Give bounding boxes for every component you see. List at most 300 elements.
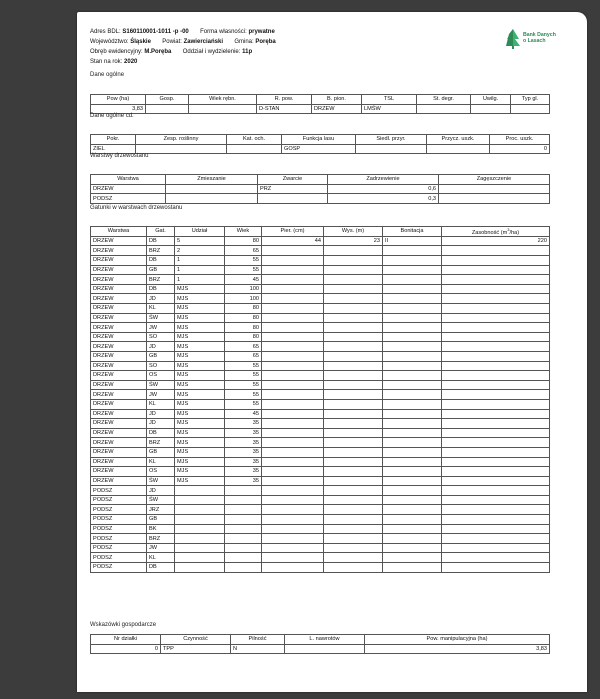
bank-danych-o-lasach-logo[interactable] — [504, 28, 566, 52]
table-row — [91, 313, 550, 323]
table-cell: MJS — [175, 313, 225, 323]
table-cell — [324, 323, 383, 333]
table-cell: SO — [147, 332, 175, 342]
table-cell: PODSZ — [91, 515, 147, 525]
table-cell — [324, 438, 383, 448]
table-cell: 80 — [225, 236, 262, 246]
table-cell — [175, 486, 225, 496]
table-cell — [262, 323, 324, 333]
table-cell — [225, 563, 262, 573]
precinct-value: M.Poręba — [144, 49, 172, 55]
table-cell — [442, 313, 550, 323]
table-cell — [383, 361, 442, 371]
table-cell — [262, 515, 324, 525]
header-cell: Pier. (cm) — [262, 227, 324, 237]
table-cell — [324, 390, 383, 400]
table-cell: 1 — [175, 256, 225, 266]
header-cell: TSL — [362, 95, 417, 105]
table-cell — [442, 447, 550, 457]
table-header-row — [91, 635, 550, 645]
table-cell: TPP — [161, 644, 231, 654]
year-label: Stan na rok: — [90, 59, 123, 65]
table-cell — [442, 428, 550, 438]
table-cell — [324, 284, 383, 294]
table-cell — [324, 294, 383, 304]
table-cell — [262, 438, 324, 448]
table-cell: PRZ — [258, 184, 328, 194]
table-cell: DRZEW — [91, 236, 147, 246]
table-cell: DRZEW — [91, 447, 147, 457]
table-cell: JD — [147, 294, 175, 304]
table-cell — [442, 563, 550, 573]
table-cell: 100 — [225, 284, 262, 294]
table-cell — [442, 351, 550, 361]
table-cell: 220 — [442, 236, 550, 246]
table-row — [91, 534, 550, 544]
general-data-cont-table — [90, 134, 550, 154]
table-cell: DRZEW — [91, 409, 147, 419]
table-cell: BRZ — [147, 275, 175, 285]
table-cell — [324, 553, 383, 563]
table-cell: D-STAN — [257, 104, 312, 114]
table-cell: 65 — [225, 342, 262, 352]
table-cell — [262, 342, 324, 352]
table-cell — [324, 246, 383, 256]
table-row — [91, 644, 550, 654]
table-cell — [324, 467, 383, 477]
table-cell — [442, 495, 550, 505]
table-cell: MJS — [175, 380, 225, 390]
table-cell — [262, 409, 324, 419]
table-cell — [324, 457, 383, 467]
table-row — [91, 294, 550, 304]
table-cell — [383, 342, 442, 352]
table-cell: SO — [147, 361, 175, 371]
table-cell: JW — [147, 323, 175, 333]
table-cell — [383, 304, 442, 314]
table-cell — [383, 563, 442, 573]
table-cell — [324, 409, 383, 419]
table-cell — [383, 256, 442, 266]
management-title: Wskazówki gospodarcze — [90, 622, 157, 628]
table-cell — [383, 390, 442, 400]
table-cell: DRZEW — [91, 390, 147, 400]
table-cell — [442, 390, 550, 400]
table-cell: LMŚW — [362, 104, 417, 114]
table-cell: DRZEW — [91, 342, 147, 352]
table-cell: 80 — [225, 323, 262, 333]
table-cell: 45 — [225, 275, 262, 285]
table-cell: 3,83 — [91, 104, 146, 114]
species-table-body — [91, 236, 550, 572]
table-cell: MJS — [175, 361, 225, 371]
table-cell: JD — [147, 486, 175, 496]
table-cell: DRZEW — [91, 467, 147, 477]
table-cell — [225, 534, 262, 544]
table-cell: DB — [147, 256, 175, 266]
table-row — [91, 553, 550, 563]
table-cell: II — [383, 236, 442, 246]
table-row — [91, 390, 550, 400]
header-cell: Uwilg. — [471, 95, 511, 105]
table-cell — [324, 332, 383, 342]
table-cell — [324, 256, 383, 266]
table-row — [91, 194, 550, 204]
table-cell — [262, 457, 324, 467]
table-cell: OS — [147, 371, 175, 381]
table-cell: 1 — [175, 265, 225, 275]
table-cell — [262, 524, 324, 534]
table-cell — [383, 476, 442, 486]
table-cell: 55 — [225, 390, 262, 400]
table-cell: GOSP — [282, 144, 356, 154]
header-cell: Zesp. roślinny — [136, 135, 227, 145]
table-cell: DRZEW — [91, 399, 147, 409]
table-cell: 65 — [225, 246, 262, 256]
table-cell — [225, 515, 262, 525]
table-cell: MJS — [175, 351, 225, 361]
table-cell — [356, 144, 427, 154]
table-cell — [324, 428, 383, 438]
header-cell: Zadrzewienie — [328, 175, 439, 185]
table-row — [91, 563, 550, 573]
table-cell — [324, 399, 383, 409]
table-cell — [262, 419, 324, 429]
table-header-row — [91, 135, 550, 145]
table-cell — [442, 265, 550, 275]
table-cell — [225, 543, 262, 553]
table-row — [91, 486, 550, 496]
table-cell: GB — [147, 447, 175, 457]
table-cell — [383, 371, 442, 381]
table-cell: MJS — [175, 332, 225, 342]
table-row — [91, 543, 550, 553]
table-row — [91, 104, 550, 114]
table-row — [91, 236, 550, 246]
table-cell: DRZEW — [91, 284, 147, 294]
table-cell: 55 — [225, 371, 262, 381]
table-cell — [262, 246, 324, 256]
table-cell: BRZ — [147, 246, 175, 256]
table-row — [91, 371, 550, 381]
volume-header-text: Zasobność (m — [471, 229, 508, 236]
table-cell: 0,6 — [328, 184, 439, 194]
table-cell: 55 — [225, 399, 262, 409]
table-row — [91, 246, 550, 256]
table-cell: OS — [147, 467, 175, 477]
logo-text — [523, 32, 556, 44]
header-cell: Przycz. uszk. — [427, 135, 490, 145]
table-cell: MJS — [175, 399, 225, 409]
table-cell: PODSZ — [91, 505, 147, 515]
table-cell: JRZ — [147, 505, 175, 515]
table-cell: JW — [147, 390, 175, 400]
table-cell — [262, 447, 324, 457]
table-cell — [146, 104, 189, 114]
table-cell — [262, 476, 324, 486]
table-cell: JD — [147, 409, 175, 419]
table-cell — [324, 419, 383, 429]
table-cell: DRZEW — [91, 265, 147, 275]
table-cell: 0,3 — [328, 194, 439, 204]
table-cell — [442, 467, 550, 477]
table-cell — [262, 428, 324, 438]
table-cell: 5 — [175, 236, 225, 246]
table-cell — [383, 294, 442, 304]
ownership-label: Forma własności: — [200, 29, 247, 35]
table-cell: MJS — [175, 342, 225, 352]
table-cell — [262, 486, 324, 496]
header-cell: Zmieszanie — [166, 175, 258, 185]
table-cell: MJS — [175, 323, 225, 333]
table-cell: ZIEL — [91, 144, 136, 154]
table-cell — [442, 524, 550, 534]
table-cell — [324, 515, 383, 525]
document-header — [90, 27, 276, 67]
table-cell — [442, 515, 550, 525]
table-cell: GB — [147, 265, 175, 275]
header-cell: Czynność — [161, 635, 231, 645]
table-cell — [324, 495, 383, 505]
table-cell: MJS — [175, 409, 225, 419]
table-cell — [324, 304, 383, 314]
table-cell — [175, 505, 225, 515]
table-cell — [383, 351, 442, 361]
table-cell: DRZEW — [91, 371, 147, 381]
table-cell — [262, 467, 324, 477]
table-cell — [324, 342, 383, 352]
table-row — [91, 399, 550, 409]
table-cell — [439, 194, 550, 204]
table-cell — [262, 284, 324, 294]
table-cell: MJS — [175, 447, 225, 457]
header-line-region — [90, 37, 276, 47]
header-cell: Pilność — [231, 635, 285, 645]
table-cell: KL — [147, 399, 175, 409]
table-cell — [442, 256, 550, 266]
header-cell: Siedl. przyr. — [356, 135, 427, 145]
table-cell — [417, 104, 471, 114]
table-cell — [383, 486, 442, 496]
stand-layers-table — [90, 174, 550, 204]
table-cell — [285, 644, 365, 654]
table-cell — [324, 524, 383, 534]
table-cell — [258, 194, 328, 204]
table-cell: DRZEW — [91, 323, 147, 333]
table-cell — [175, 543, 225, 553]
table-cell — [225, 524, 262, 534]
table-cell — [383, 265, 442, 275]
table-cell — [189, 104, 257, 114]
header-line-address — [90, 27, 276, 37]
table-cell — [383, 505, 442, 515]
table-cell — [383, 419, 442, 429]
table-cell — [442, 304, 550, 314]
table-cell — [324, 313, 383, 323]
table-cell — [262, 351, 324, 361]
table-cell — [442, 419, 550, 429]
table-cell — [324, 543, 383, 553]
table-cell — [324, 275, 383, 285]
table-cell: MJS — [175, 294, 225, 304]
table-cell: 3,83 — [365, 644, 550, 654]
commune-label: Gmina: — [234, 39, 254, 45]
table-cell: 35 — [225, 419, 262, 429]
table-cell: 44 — [262, 236, 324, 246]
table-cell — [225, 495, 262, 505]
table-row — [91, 428, 550, 438]
table-cell — [324, 476, 383, 486]
general-data-table — [90, 94, 550, 114]
table-cell: DB — [147, 563, 175, 573]
table-cell — [383, 438, 442, 448]
table-row — [91, 275, 550, 285]
header-cell: Wiek — [225, 227, 262, 237]
table-cell — [383, 399, 442, 409]
commune-value: Poręba — [255, 39, 276, 45]
management-table — [90, 634, 550, 654]
table-cell — [175, 553, 225, 563]
table-cell: BK — [147, 524, 175, 534]
table-cell: 35 — [225, 467, 262, 477]
table-cell: DRZEW — [91, 294, 147, 304]
table-cell — [324, 563, 383, 573]
table-cell — [262, 304, 324, 314]
table-cell: JD — [147, 342, 175, 352]
table-cell — [442, 534, 550, 544]
table-cell: MJS — [175, 428, 225, 438]
table-row — [91, 524, 550, 534]
table-cell — [383, 428, 442, 438]
table-cell — [262, 256, 324, 266]
table-cell — [427, 144, 490, 154]
table-cell — [383, 495, 442, 505]
table-cell: 55 — [225, 256, 262, 266]
table-cell: ŚW — [147, 313, 175, 323]
county-label: Powiat: — [162, 39, 182, 45]
general-data-title: Dane ogólne — [90, 72, 125, 78]
table-cell — [383, 543, 442, 553]
table-cell — [442, 361, 550, 371]
table-cell — [225, 486, 262, 496]
table-cell: KL — [147, 304, 175, 314]
table-cell: DRZEW — [312, 104, 362, 114]
header-cell: L. nawrotów — [285, 635, 365, 645]
table-cell — [324, 505, 383, 515]
table-cell — [383, 553, 442, 563]
table-cell — [262, 553, 324, 563]
table-cell: JD — [147, 419, 175, 429]
table-cell: KL — [147, 457, 175, 467]
table-cell — [442, 246, 550, 256]
table-cell: DRZEW — [91, 351, 147, 361]
table-cell: 80 — [225, 313, 262, 323]
header-cell: Proc. uszk. — [490, 135, 550, 145]
document-page — [77, 12, 587, 692]
table-cell: MJS — [175, 390, 225, 400]
table-cell — [324, 380, 383, 390]
header-cell: Warstwa — [91, 175, 166, 185]
address-label: Adres BDL: — [90, 29, 121, 35]
table-cell — [227, 144, 282, 154]
header-cell: Funkcja lasu — [282, 135, 356, 145]
table-row — [91, 515, 550, 525]
table-row — [91, 409, 550, 419]
table-row — [91, 495, 550, 505]
table-row — [91, 284, 550, 294]
header-cell: Warstwa — [91, 227, 147, 237]
header-line-precinct — [90, 47, 276, 57]
table-cell — [175, 495, 225, 505]
year-value: 2020 — [124, 59, 138, 65]
table-cell: 1 — [175, 275, 225, 285]
table-cell — [262, 361, 324, 371]
precinct-label: Obręb ewidencyjny: — [90, 49, 143, 55]
table-cell — [383, 534, 442, 544]
table-cell: MJS — [175, 476, 225, 486]
table-cell — [383, 323, 442, 333]
table-row — [91, 351, 550, 361]
header-cell: Gosp. — [146, 95, 189, 105]
table-cell — [439, 184, 550, 194]
table-cell — [166, 194, 258, 204]
table-cell: 45 — [225, 409, 262, 419]
stand-layers-title: Warstwy drzewostanu — [90, 153, 149, 159]
table-cell: N — [231, 644, 285, 654]
table-cell — [324, 486, 383, 496]
table-row — [91, 265, 550, 275]
table-row — [91, 447, 550, 457]
header-cell: Typ gl. — [511, 95, 550, 105]
table-cell: PODSZ — [91, 543, 147, 553]
table-cell — [262, 294, 324, 304]
table-cell: 35 — [225, 428, 262, 438]
table-cell — [442, 553, 550, 563]
ownership-value: prywatne — [248, 29, 275, 35]
table-cell — [442, 323, 550, 333]
table-cell: 100 — [225, 294, 262, 304]
table-cell: DRZEW — [91, 246, 147, 256]
table-cell — [383, 332, 442, 342]
table-row — [91, 184, 550, 194]
header-cell: Kat. och. — [227, 135, 282, 145]
table-cell: BRZ — [147, 534, 175, 544]
table-cell — [262, 543, 324, 553]
table-cell — [324, 351, 383, 361]
table-cell: DB — [147, 284, 175, 294]
header-cell: Udział — [175, 227, 225, 237]
logo-line-1: Bank Danych — [523, 32, 556, 38]
table-cell — [262, 380, 324, 390]
table-cell: DRZEW — [91, 275, 147, 285]
table-cell — [383, 284, 442, 294]
table-cell: PODSZ — [91, 563, 147, 573]
table-cell: MJS — [175, 457, 225, 467]
header-cell: Zwarcie — [258, 175, 328, 185]
table-cell — [166, 184, 258, 194]
table-cell — [383, 457, 442, 467]
table-cell: GB — [147, 351, 175, 361]
table-cell: MJS — [175, 438, 225, 448]
table-cell — [383, 380, 442, 390]
table-cell — [383, 246, 442, 256]
table-cell: 55 — [225, 380, 262, 390]
table-row — [91, 332, 550, 342]
table-cell — [225, 553, 262, 563]
voivodeship-value: Śląskie — [130, 39, 151, 45]
table-row — [91, 438, 550, 448]
table-cell: ŚW — [147, 495, 175, 505]
